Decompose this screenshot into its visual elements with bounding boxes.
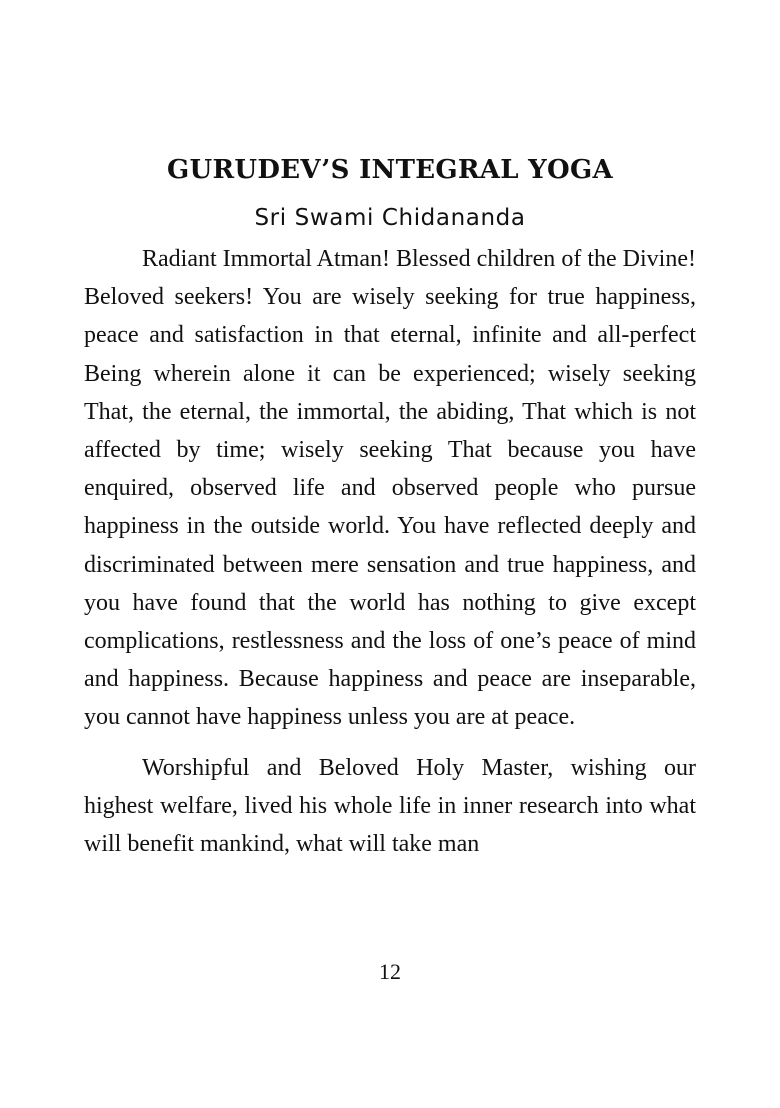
page-title: GURUDEV’S INTEGRAL YOGA [167,155,613,185]
paragraph-1: Radiant Immortal Atman! Blessed children of the Divine! Beloved seekers! You are wisely seeking for true happiness, peace and satisfaction in that eternal, infinite and all-perfect Being wherein alone it can be experienced; wisely seeking That, the eternal, the immortal, the abiding, That which is not affected by time; wisely seeking That because you have enquired, observed life and observed people who pursue happiness in the outside world. You have reflected deeply and discriminated between mere sensation and true happiness, and you have found that the world has nothing to give except complications, restlessness and the loss of one’s peace of mind and happiness. Because happiness and peace are inseparable, you cannot have happiness unless you are at peace. [84,246,696,731]
book-page [84,148,696,863]
paragraph-2: Worshipful and Beloved Holy Master, wishing our highest welfare, lived his whole life in inner research into what will benefit mankind, what will take man [84,754,696,858]
page-number: 12 [379,959,401,984]
author-name: Sri Swami Chidananda [254,205,526,231]
